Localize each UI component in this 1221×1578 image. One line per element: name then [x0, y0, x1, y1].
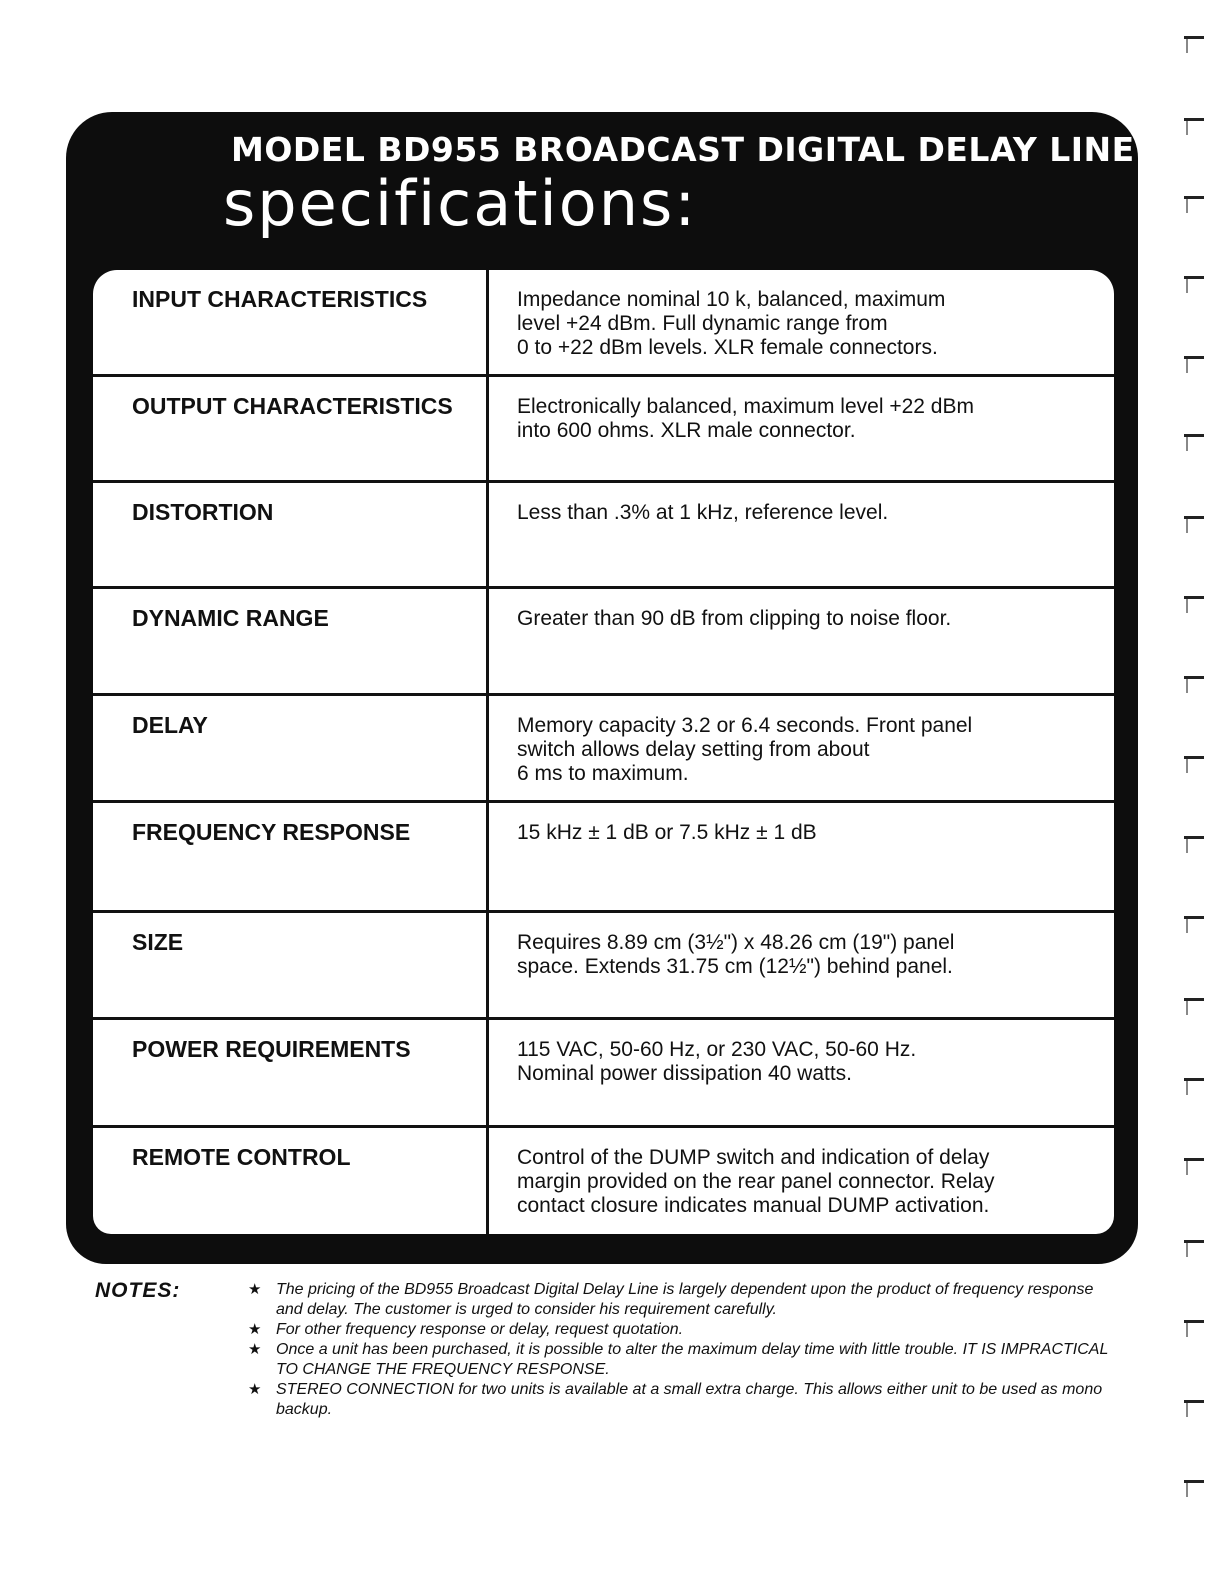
spec-label: DYNAMIC RANGE: [132, 605, 329, 631]
binding-mark: [1184, 1480, 1204, 1483]
binding-mark: [1184, 1320, 1204, 1323]
specifications-heading: specifications:: [223, 167, 698, 240]
specifications-table: [93, 270, 1114, 1234]
binding-mark: [1184, 1400, 1204, 1403]
binding-mark: [1184, 434, 1204, 437]
spec-value: 15 kHz ± 1 dB or 7.5 kHz ± 1 dB: [517, 821, 817, 844]
notes-list: [248, 1280, 1118, 1420]
binding-mark: [1184, 756, 1204, 759]
binding-mark: [1184, 998, 1204, 1001]
binding-mark: [1184, 1240, 1204, 1243]
column-divider: [486, 589, 489, 693]
spec-row-dynamic-range: [93, 589, 1114, 696]
column-divider: [486, 1020, 489, 1125]
spec-row-power-requirements: [93, 1020, 1114, 1128]
spec-value: Greater than 90 dB from clipping to noise floor.: [517, 607, 952, 630]
spec-row-output-characteristics: [93, 377, 1114, 483]
binding-mark: [1184, 916, 1204, 919]
star-bullet-icon: ★: [248, 1381, 262, 1398]
note-item: [248, 1280, 1118, 1320]
spec-value: Memory capacity 3.2 or 6.4 seconds. Front panel switch allows delay setting from about 6 ms to maximum.: [517, 714, 973, 785]
spec-label: DISTORTION: [132, 499, 274, 525]
star-bullet-icon: ★: [248, 1341, 262, 1358]
note-text: For other frequency response or delay, request quotation.: [276, 1321, 684, 1338]
binding-mark: [1184, 1158, 1204, 1161]
spec-label: DELAY: [132, 712, 208, 738]
spec-value: 115 VAC, 50-60 Hz, or 230 VAC, 50-60 Hz. Nominal power dissipation 40 watts.: [517, 1038, 917, 1085]
binding-mark: [1184, 1078, 1204, 1081]
binding-edge-marks: [1178, 0, 1221, 1578]
binding-mark: [1184, 118, 1204, 121]
spec-value: Impedance nominal 10 k, balanced, maximum level +24 dBm. Full dynamic range from 0 to +22 dBm levels. XLR female connectors.: [517, 288, 946, 359]
note-text: Once a unit has been purchased, it is possible to alter the maximum delay time with little trouble. IT IS IMPRACTICAL TO CHANGE THE FREQUENCY RESPONSE.: [276, 1341, 1109, 1378]
binding-mark: [1184, 276, 1204, 279]
note-text: STEREO CONNECTION for two units is available at a small extra charge. This allows either unit to be used as mono backup.: [276, 1381, 1103, 1418]
binding-mark: [1184, 36, 1204, 39]
spec-row-size: [93, 913, 1114, 1020]
binding-mark: [1184, 676, 1204, 679]
spec-value: Less than .3% at 1 kHz, reference level.: [517, 501, 889, 524]
star-bullet-icon: ★: [248, 1321, 262, 1338]
spec-value: Electronically balanced, maximum level +22 dBm into 600 ohms. XLR male connector.: [517, 395, 974, 442]
spec-label: OUTPUT CHARACTERISTICS: [132, 393, 453, 419]
binding-mark: [1184, 596, 1204, 599]
spec-value: Control of the DUMP switch and indication of delay margin provided on the rear panel connector. Relay contact closure indicates manual DUMP activation.: [517, 1146, 995, 1217]
column-divider: [486, 803, 489, 910]
column-divider: [486, 913, 489, 1017]
spec-label: SIZE: [132, 929, 184, 955]
spec-row-frequency-response: [93, 803, 1114, 913]
binding-mark: [1184, 196, 1204, 199]
binding-mark: [1184, 516, 1204, 519]
column-divider: [486, 483, 489, 586]
spec-label: FREQUENCY RESPONSE: [132, 819, 411, 845]
model-title: MODEL BD955 BROADCAST DIGITAL DELAY LINE: [231, 130, 1135, 169]
note-item: [248, 1340, 1118, 1380]
column-divider: [486, 377, 489, 480]
column-divider: [486, 696, 489, 800]
spec-row-distortion: [93, 483, 1114, 589]
notes-label: NOTES:: [95, 1279, 181, 1302]
spec-row-input-characteristics: [93, 270, 1114, 377]
spec-label: REMOTE CONTROL: [132, 1144, 351, 1170]
spec-row-remote-control: [93, 1128, 1114, 1234]
note-item: [248, 1320, 1118, 1340]
spec-value: Requires 8.89 cm (3½") x 48.26 cm (19") panel space. Extends 31.75 cm (12½") behind panel.: [517, 931, 955, 978]
spec-label: POWER REQUIREMENTS: [132, 1036, 411, 1062]
note-item: [248, 1380, 1118, 1420]
spec-label: INPUT CHARACTERISTICS: [132, 286, 428, 312]
column-divider: [486, 270, 489, 374]
spec-row-delay: [93, 696, 1114, 803]
star-bullet-icon: ★: [248, 1281, 262, 1298]
note-text: The pricing of the BD955 Broadcast Digital Delay Line is largely dependent upon the product of frequency response and delay. The customer is urged to consider his requirement carefully.: [276, 1281, 1094, 1318]
column-divider: [486, 1128, 489, 1234]
binding-mark: [1184, 356, 1204, 359]
binding-mark: [1184, 836, 1204, 839]
